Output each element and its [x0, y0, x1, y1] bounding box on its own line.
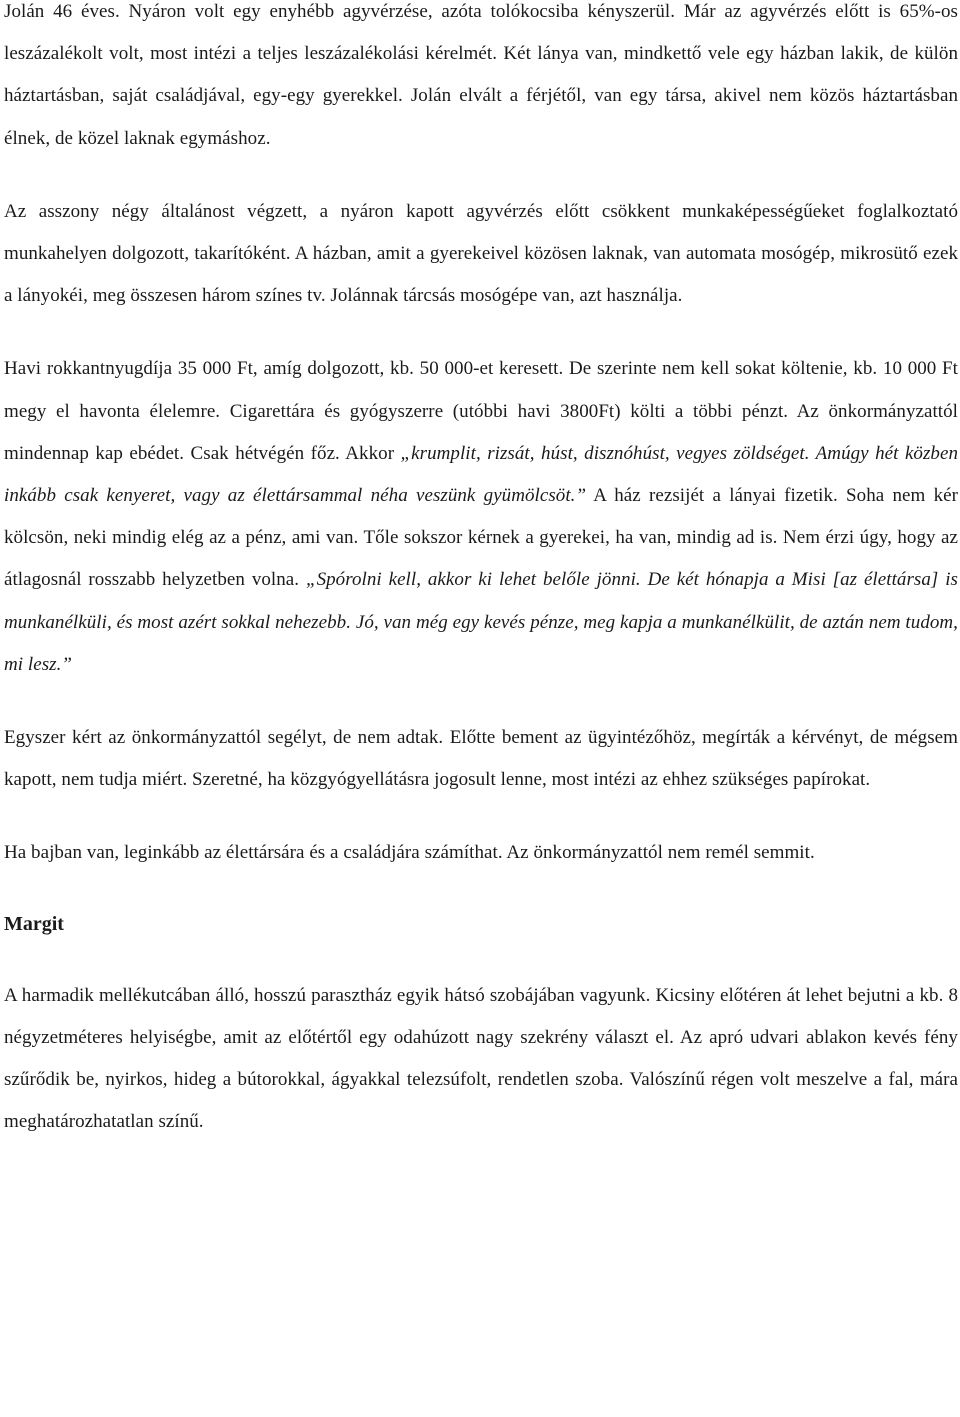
paragraph-jolan-work: Az asszony négy általánost végzett, a nyáron kapott agyvérzés előtt csökkent munkaképességűeket foglalkoztató munkahelyen dolgozott, takarítóként. A házban, amit a gyerekeivel közösen laknak, van automata mosógép, mikrosütő ezek a lányokéi, meg összesen három színes tv. Jolánnak tárcsás mosógépe van, azt használja. [4, 200, 958, 307]
finances-text-c: A ház rezsijét a lányai fizetik. Soha nem kér kölcsön, neki mindig elég az a pénz, ami van. Tőle sokszor kérnek a gyerekei, ha van, mindig ad is. Nem érzi úgy, hogy az átlagosnál rosszabb helyzetben volna. [4, 485, 958, 591]
paragraph-jolan-support: Ha bajban van, leginkább az élettársára és a családjára számíthat. Az önkormányzattól nem remél semmit. [4, 842, 815, 864]
paragraph-margit-room: A harmadik mellékutcában álló, hosszú parasztház egyik hátsó szobájában vagyunk. Kicsiny előtéren át lehet bejutni a kb. 8 négyzetméteres helyiségbe, amit az előtértől egy odahúzott nagy szekrény választ el. Az apró udvari ablakon kevés fény szűrődik be, nyirkos, hideg a bútorokkal, ágyakkal telezsúfolt, rendetlen szoba. Valószínű régen volt meszelve a fal, mára meghatározhatatlan színű. [4, 984, 958, 1133]
document-page [4, 0, 958, 1143]
section-heading-margit: Margit [4, 912, 64, 935]
finances-quote-saving: „Spórolni kell, akkor ki lehet belőle jönni. De két hónapja a Misi [az élettársa] is munkanélküli, és most azért sokkal nehezebb. Jó, van még egy kevés pénze, meg kapja a munkanélkülit, de aztán nem tudom, mi lesz.” [4, 569, 958, 675]
paragraph-jolan-intro: Jolán 46 éves. Nyáron volt egy enyhébb agyvérzése, azóta tolókocsiba kényszerül. Már az agyvérzés előtt is 65%-os leszázalékolt volt, most intézi a teljes leszázalékolási kérelmét. Két lánya van, mindkettő vele egy házban lakik, de külön háztartásban, saját családjával, egy-egy gyerekkel. Jolán elvált a férjétől, van egy társa, akivel nem közös háztartásban élnek, de közel laknak egymáshoz. [4, 1, 958, 149]
paragraph-jolan-aid: Egyszer kért az önkormányzattól segélyt, de nem adtak. Előtte bement az ügyintézőhöz, megírták a kérvényt, de mégsem kapott, nem tudja miért. Szeretné, ha közgyógyellátásra jogosult lenne, most intézi az ehhez szükséges papírokat. [4, 727, 958, 791]
paragraph-jolan-finances [4, 348, 958, 686]
finances-text-a: Havi rokkantnyugdíja 35 000 Ft, amíg dolgozott, kb. 50 000-et keresett. De szerinte nem kell sokat költenie, kb. 10 000 Ft megy el havonta élelemre. Cigarettára és gyógyszerre (utóbbi havi 3800Ft) költi a többi pénzt. Az önkormányzattól mindennap kap ebédet. Csak hétvégén főz. Akkor [4, 358, 958, 464]
finances-quote-food: „krumplit, rizsát, húst, disznóhúst, vegyes zöldséget. Amúgy hét közben inkább csak kenyeret, vagy az élettársammal néha veszünk gyümölcsöt.” [4, 442, 959, 507]
